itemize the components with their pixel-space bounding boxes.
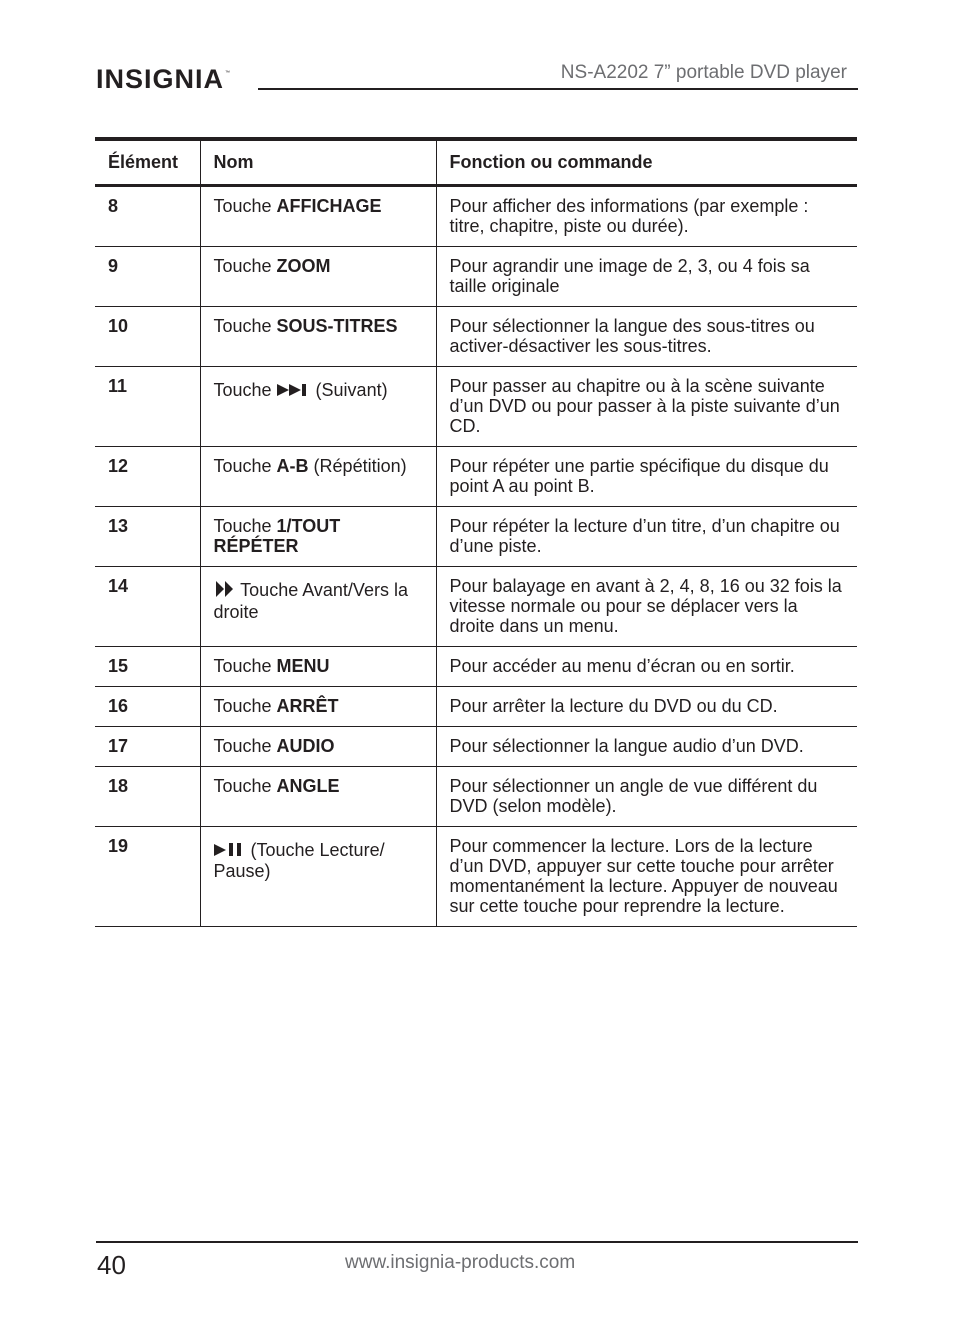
controls-table	[95, 137, 857, 927]
row-control-name	[200, 367, 436, 447]
footer-rule	[96, 1241, 858, 1243]
page-number: 40	[97, 1250, 126, 1280]
column-header-function: Fonction ou commande	[436, 139, 857, 186]
name-prefix: Touche	[213, 776, 277, 796]
row-control-name	[200, 827, 436, 927]
row-function-description: Pour répéter une partie spécifique du disque du point A au point B.	[436, 447, 857, 507]
table-row	[95, 727, 857, 767]
logo-text: INSIGNIA	[96, 64, 225, 94]
table-row	[95, 687, 857, 727]
name-suffix: Touche Avant/Vers la droite	[213, 580, 408, 623]
table-row	[95, 507, 857, 567]
row-element-number: 8	[95, 186, 200, 247]
table-row	[95, 767, 857, 827]
row-element-number: 19	[95, 827, 200, 927]
row-function-description: Pour passer au chapitre ou à la scène suivante d’un DVD ou pour passer à la piste suivante d’un CD.	[436, 367, 857, 447]
header-rule	[258, 88, 858, 90]
row-function-description: Pour agrandir une image de 2, 3, ou 4 fois sa taille originale	[436, 247, 857, 307]
row-function-description: Pour sélectionner la langue audio d’un DVD.	[436, 727, 857, 767]
column-header-element: Élément	[95, 139, 200, 186]
row-element-number: 15	[95, 647, 200, 687]
row-function-description: Pour commencer la lecture. Lors de la lecture d’un DVD, appuyer sur cette touche pour arrêter momentanément la lecture. Appuyer de nouveau sur cette touche pour reprendre la lecture.	[436, 827, 857, 927]
table-row	[95, 567, 857, 647]
name-prefix: Touche	[213, 736, 277, 756]
row-element-number: 9	[95, 247, 200, 307]
row-element-number: 10	[95, 307, 200, 367]
name-prefix: Touche	[213, 516, 277, 536]
next-icon	[277, 381, 311, 401]
name-prefix: Touche	[213, 380, 277, 400]
row-control-name	[200, 567, 436, 647]
name-prefix: Touche	[213, 196, 277, 216]
row-element-number: 18	[95, 767, 200, 827]
name-key-label: ZOOM	[276, 256, 331, 276]
row-control-name	[200, 647, 436, 687]
table-row	[95, 247, 857, 307]
row-control-name	[200, 507, 436, 567]
row-element-number: 12	[95, 447, 200, 507]
logo-trademark: ™	[225, 70, 231, 76]
row-function-description: Pour sélectionner la langue des sous-titres ou activer-désactiver les sous-titres.	[436, 307, 857, 367]
play-pause-icon	[214, 841, 246, 861]
name-prefix: Touche	[213, 316, 277, 336]
footer-url: www.insignia-products.com	[345, 1252, 576, 1273]
row-control-name	[200, 447, 436, 507]
name-key-label: ANGLE	[276, 776, 340, 796]
name-key-label: ARRÊT	[276, 696, 339, 716]
column-header-name: Nom	[200, 139, 436, 186]
row-control-name	[200, 687, 436, 727]
row-function-description: Pour afficher des informations (par exemple : titre, chapitre, piste ou durée).	[436, 186, 857, 247]
table-row	[95, 647, 857, 687]
table-row	[95, 827, 857, 927]
name-prefix: Touche	[213, 656, 277, 676]
name-suffix: (Suivant)	[310, 380, 388, 400]
row-control-name	[200, 186, 436, 247]
name-prefix: Touche	[213, 456, 277, 476]
row-element-number: 16	[95, 687, 200, 727]
name-prefix: Touche	[213, 256, 277, 276]
table-row	[95, 186, 857, 247]
table-row	[95, 307, 857, 367]
table-header-row	[95, 139, 857, 186]
table-row	[95, 447, 857, 507]
row-element-number: 11	[95, 367, 200, 447]
insignia-logo	[96, 64, 230, 100]
name-prefix: Touche	[213, 696, 277, 716]
document-title: NS-A2202 7” portable DVD player	[560, 62, 847, 83]
row-element-number: 14	[95, 567, 200, 647]
name-key-label: AFFICHAGE	[276, 196, 382, 216]
table-body	[95, 186, 857, 927]
row-control-name	[200, 727, 436, 767]
name-key-label: 1/TOUT RÉPÉTER	[213, 516, 341, 556]
name-key-label: MENU	[276, 656, 330, 676]
row-element-number: 17	[95, 727, 200, 767]
row-control-name	[200, 767, 436, 827]
name-suffix: (Touche Lecture/ Pause)	[213, 840, 385, 882]
row-control-name	[200, 307, 436, 367]
row-control-name	[200, 247, 436, 307]
name-key-label: SOUS-TITRES	[276, 316, 398, 336]
table-row	[95, 367, 857, 447]
name-suffix: (Répétition)	[308, 456, 407, 476]
name-key-label: AUDIO	[276, 736, 335, 756]
row-function-description: Pour répéter la lecture d’un titre, d’un chapitre ou d’une piste.	[436, 507, 857, 567]
name-key-label: A-B	[276, 456, 309, 476]
fast-forward-icon	[214, 580, 236, 602]
row-function-description: Pour accéder au menu d’écran ou en sortir.	[436, 647, 857, 687]
row-function-description: Pour arrêter la lecture du DVD ou du CD.	[436, 687, 857, 727]
row-function-description: Pour sélectionner un angle de vue différent du DVD (selon modèle).	[436, 767, 857, 827]
row-element-number: 13	[95, 507, 200, 567]
row-function-description: Pour balayage en avant à 2, 4, 8, 16 ou 32 fois la vitesse normale ou pour se déplacer vers la droite dans un menu.	[436, 567, 857, 647]
